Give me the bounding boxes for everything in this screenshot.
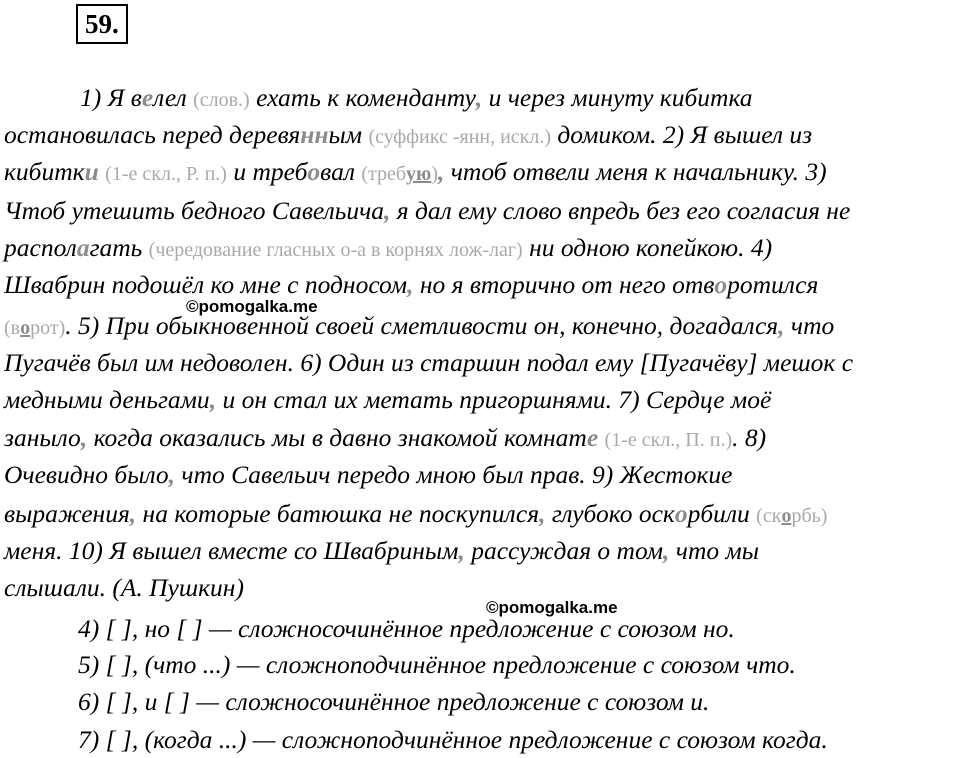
text-line-7: (ворот). 5) При обыкновенной своей сметливости он, конечно, догадался, что — [4, 311, 835, 340]
text-line-6: Швабрин подошёл ко мне с подносом, но я вторично от него отворотился — [4, 270, 819, 299]
text-line-5: располагать (чередование гласных о-а в корнях лож-лаг) ни одною копейкою. 4) — [4, 233, 773, 262]
text-line-8: Пугачёв был им недоволен. 6) Один из старшин подал ему [Пугачёву] мешок с — [4, 348, 854, 377]
scheme-4: 4) [ ], но [ ] — сложносочинённое предложение с союзом но. — [78, 614, 735, 643]
scheme-6: 6) [ ], и [ ] — сложносочинённое предложение с союзом и. — [78, 687, 710, 716]
text-line-2: остановилась перед деревянным (суффикс -янн, искл.) домиком. 2) Я вышел из — [4, 120, 813, 149]
text-line-9: медными деньгами, и он стал их метать пригоршнями. 7) Сердце моё — [4, 385, 772, 414]
watermark: ©pomogalka.me — [186, 297, 318, 316]
exercise-number: 59. — [76, 4, 128, 44]
scheme-5: 5) [ ], (что ...) — сложноподчинённое предложение с союзом что. — [78, 650, 796, 679]
text-line-12: выражения, на которые батюшка не поскупился, глубоко оскорбили (скорбь) — [4, 499, 828, 528]
scheme-7: 7) [ ], (когда ...) — сложноподчинённое предложение с союзом когда. — [78, 725, 828, 754]
text-line-14: слышали. (А. Пушкин) — [4, 573, 244, 602]
text-line-1: 1) Я велел (слов.) ехать к коменданту, и через минуту кибитка — [80, 83, 753, 112]
text-line-3: кибитки (1-е скл., Р. п.) и требовал (требую), чтоб отвели меня к начальнику. 3) — [4, 157, 827, 186]
text-line-13: меня. 10) Я вышел вместе со Швабриным, рассуждая о том, что мы — [4, 536, 760, 565]
text-line-4: Чтоб утешить бедного Савельича, я дал ему слово впредь без его согласия не — [4, 196, 851, 225]
text-line-10: заныло, когда оказались мы в давно знакомой комнате (1-е скл., П. п.). 8) — [4, 423, 767, 452]
text-line-11: Очевидно было, что Савельич передо мною был прав. 9) Жестокие — [4, 460, 733, 489]
watermark: ©pomogalka.me — [486, 598, 618, 617]
